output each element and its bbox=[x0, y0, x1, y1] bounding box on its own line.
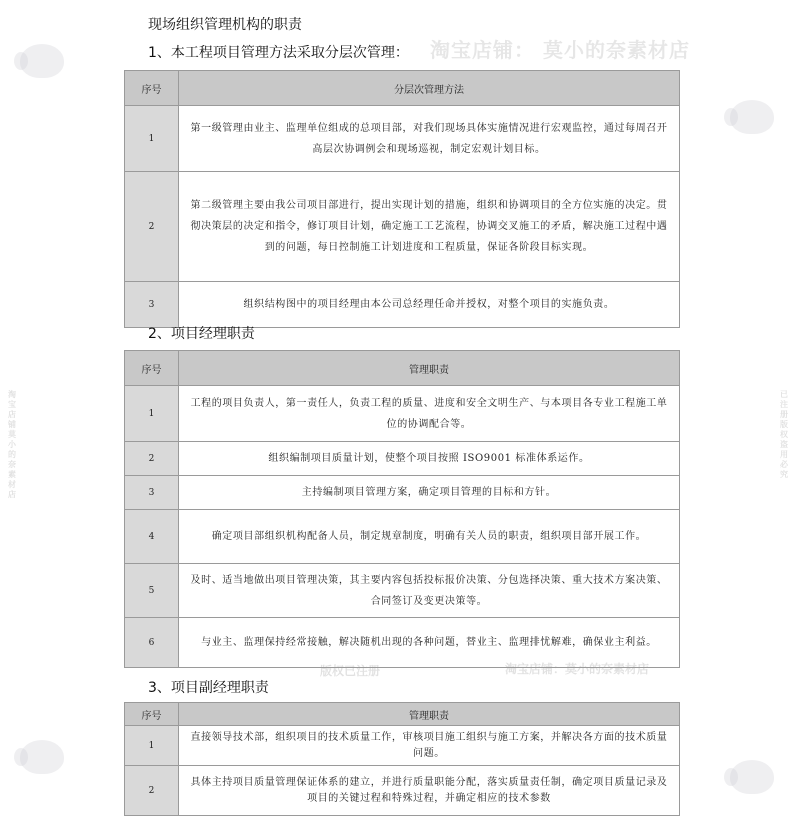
row-num: 3 bbox=[125, 476, 179, 510]
row-num: 2 bbox=[125, 442, 179, 476]
table-header-row bbox=[125, 71, 680, 106]
section1-heading: 1、本工程项目管理方法采取分层次管理： bbox=[148, 45, 409, 61]
shop-watermark-top: 淘宝店铺： 莫小的奈素材店 bbox=[430, 38, 690, 62]
header-num: 序号 bbox=[125, 351, 179, 386]
table-row bbox=[125, 106, 680, 172]
row-text: 直接领导技术部，组织项目的技术质量工作，审核项目施工组织与施工方案，并解决各方面的技术质量问题。 bbox=[179, 726, 680, 766]
side-watermark-right: 已注册版权 盗用必究 bbox=[780, 390, 788, 479]
row-num: 5 bbox=[125, 564, 179, 618]
row-num: 6 bbox=[125, 618, 179, 668]
row-num: 2 bbox=[125, 766, 179, 816]
row-text: 具体主持项目质量管理保证体系的建立，并进行质量职能分配，落实质量责任制，确定项目质量记录及项目的关键过程和特殊过程，并确定相应的技术参数 bbox=[179, 766, 680, 816]
header-num: 序号 bbox=[125, 71, 179, 106]
row-text: 组织结构图中的项目经理由本公司总经理任命并授权，对整个项目的实施负责。 bbox=[179, 282, 680, 328]
table-row bbox=[125, 442, 680, 476]
row-num: 2 bbox=[125, 172, 179, 282]
copyright-watermark: 版权已注册 bbox=[320, 664, 381, 678]
page-title: 现场组织管理机构的职责 bbox=[148, 17, 302, 33]
table-row bbox=[125, 766, 680, 816]
table-row bbox=[125, 726, 680, 766]
shop-watermark-mid: 淘宝店铺：莫小的奈素材店 bbox=[505, 662, 650, 676]
section1-table bbox=[124, 70, 680, 328]
table-row bbox=[125, 564, 680, 618]
elephant-watermark-icon bbox=[20, 44, 64, 78]
table-row bbox=[125, 476, 680, 510]
table-row bbox=[125, 386, 680, 442]
header-text: 管理职责 bbox=[179, 351, 680, 386]
side-watermark-left: 淘宝店铺 莫小的奈素材店 bbox=[8, 390, 16, 499]
table-header-row bbox=[125, 351, 680, 386]
row-text: 确定项目部组织机构配备人员，制定规章制度，明确有关人员的职责，组织项目部开展工作。 bbox=[179, 510, 680, 564]
row-text: 与业主、监理保持经常接触，解决随机出现的各种问题，替业主、监理排忧解难，确保业主利益。 bbox=[179, 618, 680, 668]
elephant-watermark-icon bbox=[730, 760, 774, 794]
table-header-row bbox=[125, 703, 680, 726]
table-row bbox=[125, 618, 680, 668]
header-text: 管理职责 bbox=[179, 703, 680, 726]
header-text: 分层次管理方法 bbox=[179, 71, 680, 106]
row-text: 第一级管理由业主、监理单位组成的总项目部，对我们现场具体实施情况进行宏观监控，通过每周召开高层次协调例会和现场巡视，制定宏观计划目标。 bbox=[179, 106, 680, 172]
row-num: 1 bbox=[125, 386, 179, 442]
elephant-watermark-icon bbox=[20, 740, 64, 774]
row-num: 4 bbox=[125, 510, 179, 564]
section2-heading: 2、项目经理职责 bbox=[148, 326, 255, 342]
section2-table bbox=[124, 350, 680, 668]
row-text: 工程的项目负责人，第一责任人，负责工程的质量、进度和安全文明生产、与本项目各专业工程施工单位的协调配合等。 bbox=[179, 386, 680, 442]
row-text: 主持编制项目管理方案，确定项目管理的目标和方针。 bbox=[179, 476, 680, 510]
row-text: 组织编制项目质量计划，使整个项目按照 ISO9001 标准体系运作。 bbox=[179, 442, 680, 476]
row-num: 1 bbox=[125, 106, 179, 172]
row-text: 及时、适当地做出项目管理决策，其主要内容包括投标报价决策、分包选择决策、重大技术方案决策、合同签订及变更决策等。 bbox=[179, 564, 680, 618]
elephant-watermark-icon bbox=[730, 100, 774, 134]
section3-table bbox=[124, 702, 680, 816]
table-row bbox=[125, 172, 680, 282]
row-num: 1 bbox=[125, 726, 179, 766]
header-num: 序号 bbox=[125, 703, 179, 726]
section3-heading: 3、项目副经理职责 bbox=[148, 680, 269, 696]
row-num: 3 bbox=[125, 282, 179, 328]
table-row bbox=[125, 282, 680, 328]
table-row bbox=[125, 510, 680, 564]
row-text: 第二级管理主要由我公司项目部进行，提出实现计划的措施，组织和协调项目的全方位实施的决定。贯彻决策层的决定和指令，修订项目计划，确定施工工艺流程，协调交叉施工的矛盾，解决施工过程中遇到的问题，每日控制施工计划进度和工程质量，保证各阶段目标实现。 bbox=[179, 172, 680, 282]
